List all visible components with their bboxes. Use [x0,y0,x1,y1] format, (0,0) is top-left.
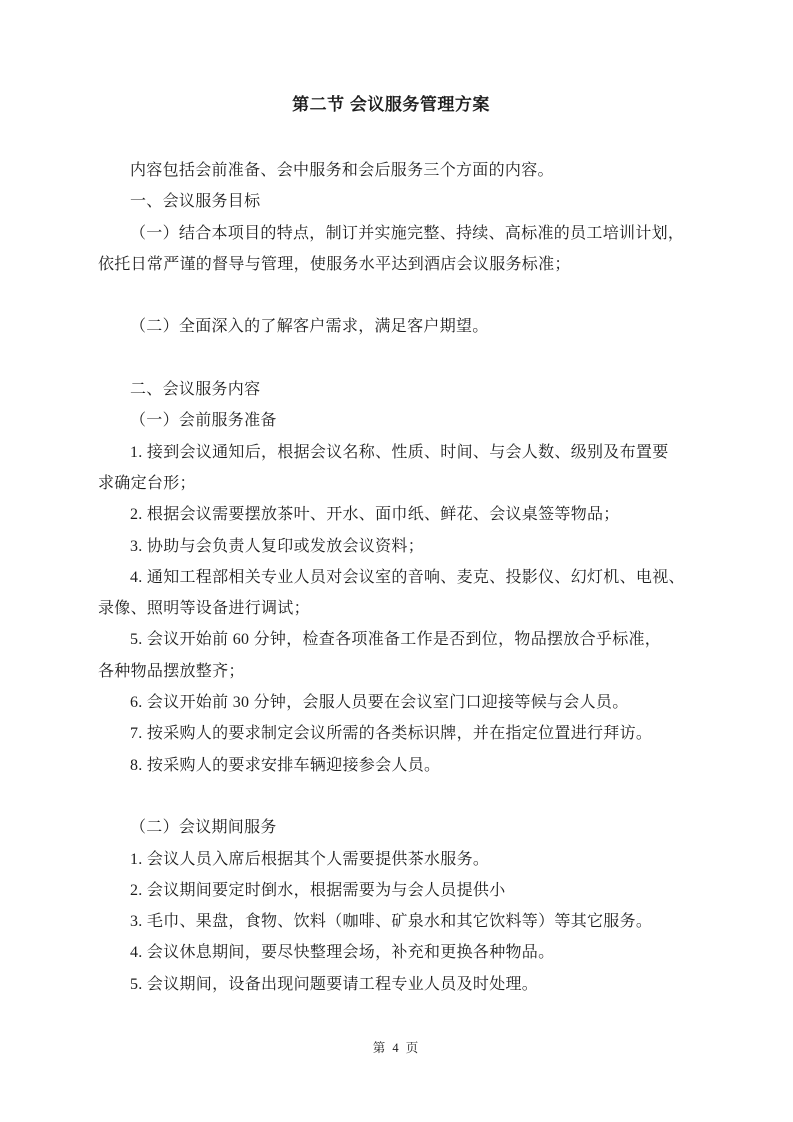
text-line: 1. 接到会议通知后，根据会议名称、性质、时间、与会人数、级别及布置要 [130,443,669,461]
text-line: 依托日常严谨的督导与管理，使服务水平达到酒店会议服务标准； [98,255,571,273]
blank-line [98,781,684,812]
text-line: 内容包括会前准备、会中服务和会后服务三个方面的内容。 [130,162,554,179]
text-line: （二）会议期间服务 [130,819,277,837]
text-line: 3. 协助与会负责人复印或发放会议资料； [130,537,425,555]
text-line: 8. 按采购人的要求安排车辆迎接参会人员。 [130,756,441,774]
text-line: 求确定台形； [98,474,196,492]
section-title: 第二节 会议服务管理方案 [292,95,490,114]
blank-line [98,343,684,374]
text-line: 3. 毛巾、果盘，食物、饮料（咖啡、矿泉水和其它饮料等）等其它服务。 [130,913,653,931]
text-line: 各种物品摆放整齐； [98,662,245,680]
page-number: 第 4 页 [372,1041,421,1055]
text-line: 二、会议服务内容 [130,381,261,399]
document-content [98,88,684,1000]
page-footer [0,1036,793,1060]
text-line: 4. 会议休息期间，要尽快整理会场，补充和更换各种物品。 [130,944,555,962]
text-line: 7. 按采购人的要求制定会议所需的各类标识牌，并在指定位置进行拜访。 [130,725,653,743]
text-line: （一）会前服务准备 [130,412,277,430]
text-line: 2. 根据会议需要摆放茶叶、开水、面巾纸、鲜花、会议桌签等物品； [130,506,620,524]
text-line: 6. 会议开始前 30 分钟，会服人员要在会议室门口迎接等候与会人员。 [130,694,629,712]
text-line: 5. 会议期间，设备出现问题要请工程专业人员及时处理。 [130,975,539,993]
text-line: 录像、照明等设备进行调试； [98,600,310,618]
text-line: 1. 会议人员入席后根据其个人需要提供茶水服务。 [130,850,490,868]
document-body [98,155,684,1000]
blank-line [98,280,684,311]
text-line: （一）结合本项目的特点，制订并实施完整、持续、高标准的员工培训计划， [130,224,685,242]
text-line: 5. 会议开始前 60 分钟，检查各项准备工作是否到位，物品摆放合乎标准， [130,631,662,649]
text-line: 2. 会议期间要定时倒水，根据需要为与会人员提供小 [130,881,506,899]
text-line: 一、会议服务目标 [130,193,261,211]
text-line: 4. 通知工程部相关专业人员对会议室的音响、麦克、投影仪、幻灯机、电视、 [130,568,685,586]
text-line: （二）全面深入的了解客户需求，满足客户期望。 [130,318,489,336]
